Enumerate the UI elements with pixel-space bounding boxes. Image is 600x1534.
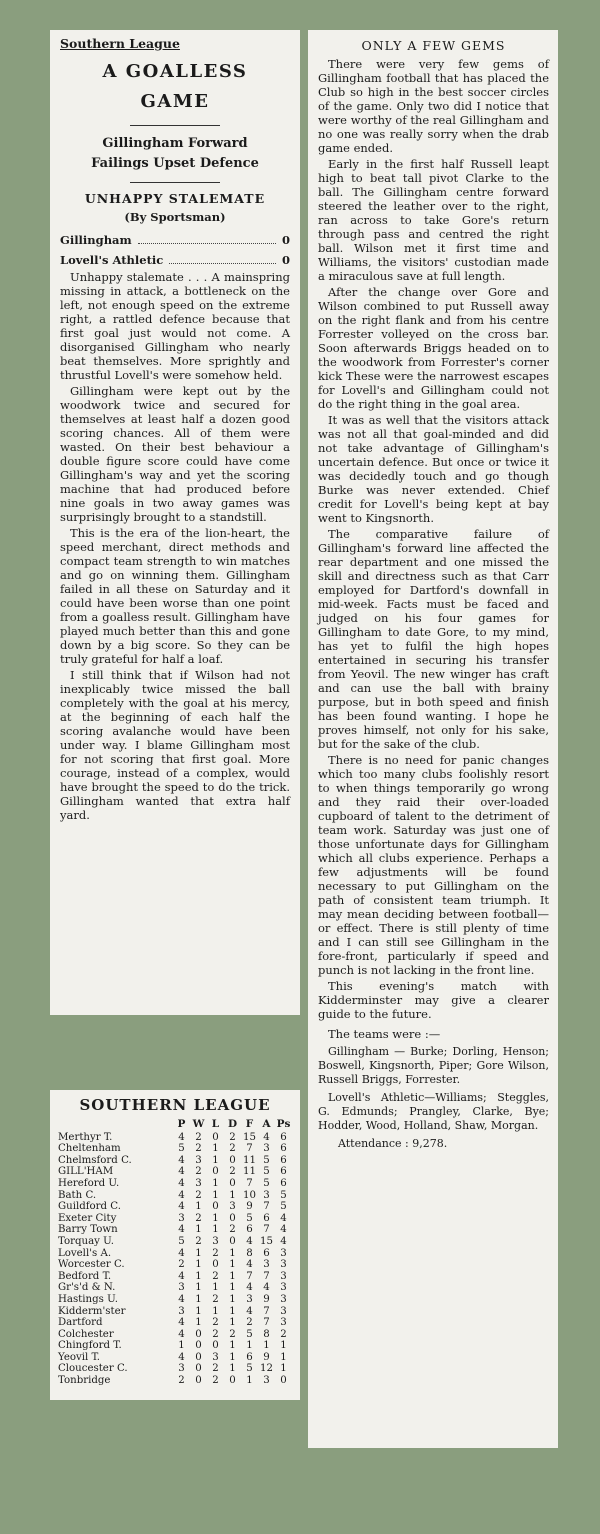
byline: (By Sportsman)	[124, 210, 226, 224]
stat-cell: 0	[229, 1212, 236, 1224]
stat-cell: 0	[212, 1259, 219, 1271]
stat-cell: 2	[212, 1363, 219, 1375]
stat-cell: 4	[178, 1201, 185, 1213]
stat-cell: 1	[280, 1351, 287, 1363]
stat-cell: 3	[229, 1201, 236, 1213]
stat-cell: 4	[246, 1259, 253, 1271]
stat-cell: 3	[280, 1247, 287, 1259]
table-row	[58, 1340, 292, 1352]
paragraph: I still think that if Wilson had not inexplicably twice missed the ball completely with the goal at his mercy, at the beginning of each half the scoring avalanche would have been under way. I blame Gillingham most for not scoring that first goal. More courage, instead of a complex, would have brought the speed to do the trick. Gillingham wanted that extra half yard.	[60, 668, 290, 822]
stat-cell: 1	[229, 1305, 236, 1317]
paragraph: After the change over Gore and Wilson combined to put Russell away on the right flank and from his centre Forrester volleyed on the cross bar. Soon afterwards Briggs headed on to the woodwork from Forrester's corner kick These were the narrowest escapes for Lovell's and Gillingham could not do the right thing in the goal area.	[318, 285, 549, 411]
team-name-cell: Guildford C.	[58, 1201, 121, 1213]
score-line-away	[60, 250, 290, 270]
team-name-cell: Cloucester C.	[58, 1363, 128, 1375]
stat-cell: 4	[178, 1293, 185, 1305]
stat-cell: 1	[229, 1340, 236, 1352]
stat-cell: 3	[212, 1235, 219, 1247]
team-name-cell: Bedford T.	[58, 1270, 112, 1282]
stat-cell: 0	[212, 1131, 219, 1143]
stat-cell: 1	[178, 1340, 185, 1352]
team-name-cell: GILL'HAM	[58, 1166, 114, 1178]
stat-cell: 1	[195, 1282, 202, 1294]
table-row	[58, 1213, 292, 1225]
paragraph: This is the era of the lion-heart, the speed merchant, direct methods and compact team strength to win matches and go on winning them. Gillingham failed in all these on Saturday and it could have been worse than one point from a goalless result. Gillingham have played much better than this and gone down by a big score. So they can be truly grateful for half a loaf.	[60, 526, 290, 666]
stat-cell: 2	[246, 1317, 253, 1329]
paragraph: The comparative failure of Gillingham's forward line affected the rear department and one missed the skill and directness such as that Carr employed for Dartford's downfall in mid-week. Facts must be faced and judged on his four games for Gillingham to date Gore, to my mind, has yet to fulfil the high hopes entertained in securing his transfer from Yeovil. The new winger has craft and can use the ball with brainy purpose, but in both speed and finish has been found wanting. I hope he proves himself, not only for his sake, but for the sake of the club.	[318, 527, 549, 751]
stat-cell: 9	[246, 1201, 253, 1213]
stat-cell: 4	[178, 1224, 185, 1236]
score-line-home	[60, 230, 290, 250]
stat-cell: 1	[195, 1317, 202, 1329]
stat-cell: 3	[195, 1154, 202, 1166]
stat-cell: 0	[195, 1328, 202, 1340]
table-row	[58, 1224, 292, 1236]
header-cell: D	[227, 1118, 238, 1130]
stat-cell: 2	[195, 1166, 202, 1178]
team-name-cell: Kidderm'ster	[58, 1305, 126, 1317]
stat-cell: 0	[280, 1375, 287, 1387]
stat-cell: 1	[229, 1317, 236, 1329]
stat-cell: 4	[280, 1235, 287, 1247]
table-row	[58, 1329, 292, 1341]
table-row	[58, 1248, 292, 1260]
table-row	[58, 1317, 292, 1329]
team-name-cell: Chelmsford C.	[58, 1154, 132, 1166]
stat-cell: 2	[195, 1131, 202, 1143]
stat-cell: 6	[246, 1224, 253, 1236]
team-name-cell: Bath C.	[58, 1189, 97, 1201]
table-row	[58, 1178, 292, 1190]
stat-cell: 5	[263, 1154, 270, 1166]
stat-cell: 2	[229, 1166, 236, 1178]
stat-cell: 0	[195, 1375, 202, 1387]
stat-cell: 3	[280, 1282, 287, 1294]
table-row	[58, 1294, 292, 1306]
article-left-column	[50, 30, 300, 1015]
stat-cell: 0	[212, 1201, 219, 1213]
stat-cell: 1	[280, 1340, 287, 1352]
stat-cell: 0	[195, 1340, 202, 1352]
stat-cell: 1	[195, 1293, 202, 1305]
stat-cell: 5	[246, 1212, 253, 1224]
stat-cell: 1	[195, 1201, 202, 1213]
stat-cell: 0	[212, 1166, 219, 1178]
stat-cell: 3	[246, 1293, 253, 1305]
stat-cell: 7	[263, 1201, 270, 1213]
team-name-cell: Chingford T.	[58, 1340, 122, 1352]
stat-cell: 6	[280, 1166, 287, 1178]
league-table-header	[58, 1118, 292, 1132]
team-name-cell: Hastings U.	[58, 1293, 118, 1305]
stat-cell: 8	[263, 1328, 270, 1340]
stat-cell: 1	[212, 1224, 219, 1236]
stat-cell: 3	[178, 1305, 185, 1317]
team-name-cell: Exeter City	[58, 1212, 117, 1224]
deck-line-2: Failings Upset Defence	[91, 156, 259, 171]
table-row	[58, 1236, 292, 1248]
stat-cell: 4	[246, 1305, 253, 1317]
attendance: Attendance : 9,278.	[338, 1137, 448, 1150]
team-name-cell: Barry Town	[58, 1224, 118, 1236]
away-team: Lovell's Athletic	[60, 253, 164, 267]
table-row	[58, 1375, 292, 1387]
stat-cell: 1	[263, 1340, 270, 1352]
headline-line-2: GAME	[140, 91, 210, 112]
team-name-cell: Merthyr T.	[58, 1131, 113, 1143]
stat-cell: 5	[246, 1363, 253, 1375]
stat-cell: 4	[178, 1154, 185, 1166]
stat-cell: 3	[178, 1282, 185, 1294]
stat-cell: 1	[229, 1259, 236, 1271]
stat-cell: 2	[212, 1247, 219, 1259]
stat-cell: 4	[280, 1212, 287, 1224]
stat-cell: 2	[178, 1375, 185, 1387]
header-cell: W	[192, 1118, 205, 1130]
article-right-column	[308, 30, 558, 1448]
stat-cell: 3	[263, 1143, 270, 1155]
stat-cell: 2	[212, 1270, 219, 1282]
stat-cell: 1	[195, 1259, 202, 1271]
deck-line-1: Gillingham Forward	[102, 136, 248, 151]
header-cell: P	[177, 1118, 186, 1130]
stat-cell: 2	[195, 1143, 202, 1155]
paragraph: There is no need for panic changes which too many clubs foolishly resort to when things temporarily go wrong and they raid their over-loaded cupboard of talent to the detriment of team work. Saturday was just one of those unfortunate days for Gillingham which all clubs experience. Perhaps a few adjustments will be found necessary to put Gillingham on the path of consistent team triumph. It may mean deciding between football—or effect. There is still plenty of time and I can still see Gillingham in the fore-front, particularly if speed and punch is not lacking in the front line.	[318, 753, 549, 977]
stat-cell: 1	[212, 1212, 219, 1224]
stat-cell: 3	[280, 1259, 287, 1271]
divider	[130, 182, 220, 183]
paragraph: There were very few gems of Gillingham football that has placed the Club so high in the best soccer circles of the game. Only two did I notice that were worthy of the real Gillingham and no one was really sorry when the drab game ended.	[318, 57, 549, 155]
stat-cell: 6	[263, 1247, 270, 1259]
stat-cell: 7	[246, 1143, 253, 1155]
away-goals: 0	[281, 253, 290, 267]
stat-cell: 1	[229, 1363, 236, 1375]
paragraph: Gillingham were kept out by the woodwork twice and secured for themselves at least half a dozen good scoring chances. All of them were wasted. On their best behaviour a double figure score could have come Gillingham's way and yet the scoring machine that had produced before nine goals in two away games was surprisingly brought to a standstill.	[60, 384, 290, 524]
stat-cell: 1	[229, 1189, 236, 1201]
team-name-cell: Cheltenham	[58, 1143, 121, 1155]
stat-cell: 4	[178, 1351, 185, 1363]
leader-dots	[138, 230, 276, 244]
team-name-cell: Gr's'd & N.	[58, 1282, 116, 1294]
stat-cell: 1	[229, 1351, 236, 1363]
team-name-cell: Colchester	[58, 1328, 114, 1340]
stat-cell: 1	[195, 1305, 202, 1317]
stat-cell: 11	[243, 1154, 256, 1166]
stat-cell: 1	[212, 1189, 219, 1201]
stat-cell: 3	[280, 1270, 287, 1282]
league-table	[58, 1118, 292, 1387]
stat-cell: 9	[263, 1293, 270, 1305]
stat-cell: 3	[178, 1363, 185, 1375]
stat-cell: 6	[280, 1143, 287, 1155]
stat-cell: 4	[178, 1166, 185, 1178]
stat-cell: 5	[263, 1177, 270, 1189]
divider	[130, 125, 220, 126]
stat-cell: 2	[229, 1131, 236, 1143]
team-name-cell: Worcester C.	[58, 1259, 125, 1271]
stat-cell: 2	[178, 1259, 185, 1271]
stat-cell: 3	[263, 1259, 270, 1271]
stat-cell: 1	[280, 1363, 287, 1375]
stat-cell: 9	[263, 1351, 270, 1363]
stat-cell: 8	[246, 1247, 253, 1259]
stat-cell: 1	[229, 1247, 236, 1259]
table-row	[58, 1363, 292, 1375]
headline-line-1: A GOALLESS	[102, 61, 248, 82]
stat-cell: 15	[243, 1131, 256, 1143]
stat-cell: 3	[280, 1293, 287, 1305]
stat-cell: 7	[263, 1305, 270, 1317]
kicker: Southern League	[60, 36, 180, 51]
stat-cell: 1	[212, 1154, 219, 1166]
stat-cell: 1	[195, 1224, 202, 1236]
header-cell: L	[211, 1118, 220, 1130]
stat-cell: 2	[195, 1235, 202, 1247]
section-heading: ONLY A FEW GEMS	[361, 38, 506, 53]
stat-cell: 4	[178, 1247, 185, 1259]
stat-cell: 5	[246, 1328, 253, 1340]
table-row	[58, 1166, 292, 1178]
stat-cell: 2	[280, 1328, 287, 1340]
leader-dots	[169, 250, 276, 264]
league-table-clipping	[50, 1090, 300, 1400]
stat-cell: 1	[212, 1177, 219, 1189]
team-name-cell: Torquay U.	[58, 1235, 115, 1247]
team-name-cell: Tonbridge	[58, 1375, 111, 1387]
stat-cell: 15	[260, 1235, 273, 1247]
stat-cell: 3	[195, 1177, 202, 1189]
stat-cell: 3	[178, 1212, 185, 1224]
stat-cell: 0	[229, 1177, 236, 1189]
stat-cell: 2	[212, 1375, 219, 1387]
stat-cell: 7	[246, 1177, 253, 1189]
stat-cell: 1	[229, 1293, 236, 1305]
stat-cell: 0	[229, 1154, 236, 1166]
stat-cell: 7	[263, 1224, 270, 1236]
stat-cell: 4	[178, 1189, 185, 1201]
table-row	[58, 1306, 292, 1318]
table-row	[58, 1352, 292, 1364]
stat-cell: 4	[246, 1235, 253, 1247]
stat-cell: 5	[178, 1143, 185, 1155]
subheading: UNHAPPY STALEMATE	[84, 191, 266, 206]
stat-cell: 1	[212, 1143, 219, 1155]
table-row	[58, 1132, 292, 1144]
stat-cell: 1	[229, 1270, 236, 1282]
stat-cell: 7	[263, 1270, 270, 1282]
stat-cell: 4	[246, 1282, 253, 1294]
stat-cell: 4	[178, 1270, 185, 1282]
stat-cell: 4	[178, 1131, 185, 1143]
league-table-title: SOUTHERN LEAGUE	[79, 1096, 271, 1114]
stat-cell: 10	[243, 1189, 256, 1201]
paragraph: This evening's match with Kidderminster may give a clearer guide to the future.	[318, 979, 549, 1021]
table-row	[58, 1143, 292, 1155]
table-row	[58, 1282, 292, 1294]
stat-cell: 1	[195, 1270, 202, 1282]
stat-cell: 3	[212, 1351, 219, 1363]
team-name-cell: Hereford U.	[58, 1177, 120, 1189]
stat-cell: 6	[246, 1351, 253, 1363]
team-name-cell: Dartford	[58, 1317, 103, 1329]
header-team	[58, 1118, 173, 1132]
table-row	[58, 1155, 292, 1167]
stat-cell: 2	[229, 1224, 236, 1236]
stat-cell: 4	[263, 1282, 270, 1294]
stat-cell: 1	[246, 1375, 253, 1387]
stat-cell: 5	[263, 1166, 270, 1178]
header-cell: F	[245, 1118, 254, 1130]
team-name-cell: Yeovil T.	[58, 1351, 101, 1363]
paragraph: Unhappy stalemate . . . A mainspring missing in attack, a bottleneck on the left, not enough speed on the extreme right, a rattled defence because that first goal just would not come. A disorganised Gillingham who nearly beat themselves. More sprightly and thrustful Lovell's were somehow held.	[60, 270, 290, 382]
stat-cell: 4	[178, 1177, 185, 1189]
table-row	[58, 1201, 292, 1213]
team-lineup-gillingham: Gillingham — Burke; Dorling, Henson; Boswell, Kingsnorth, Piper; Gore Wilson, Russell Briggs, Forrester.	[318, 1045, 549, 1086]
stat-cell: 2	[212, 1293, 219, 1305]
stat-cell: 4	[263, 1131, 270, 1143]
stat-cell: 11	[243, 1166, 256, 1178]
paragraph: Early in the first half Russell leapt high to beat tall pivot Clarke to the ball. The Gillingham centre forward steered the leather over to the right, ran across to take Gore's return through pass and centred the right ball. Wilson met it first time and Williams, the visitors' custodian made a miraculous save at full length.	[318, 157, 549, 283]
paragraph: It was as well that the visitors attack was not all that goal-minded and did not take advantage of Gillingham's uncertain defence. But once or twice it was decidedly touch and go though Burke was never extended. Chief credit for Lovell's being kept at bay went to Kingsnorth.	[318, 413, 549, 525]
stat-cell: 3	[280, 1317, 287, 1329]
stat-cell: 6	[280, 1131, 287, 1143]
stat-cell: 0	[229, 1235, 236, 1247]
stat-cell: 4	[178, 1328, 185, 1340]
stat-cell: 3	[263, 1375, 270, 1387]
stat-cell: 6	[280, 1177, 287, 1189]
teams-heading: The teams were :—	[328, 1027, 441, 1041]
table-row	[58, 1259, 292, 1271]
stat-cell: 2	[195, 1189, 202, 1201]
table-row	[58, 1190, 292, 1202]
stat-cell: 1	[246, 1340, 253, 1352]
stat-cell: 7	[263, 1317, 270, 1329]
stat-cell: 0	[195, 1351, 202, 1363]
stat-cell: 0	[212, 1340, 219, 1352]
stat-cell: 0	[229, 1375, 236, 1387]
home-goals: 0	[281, 233, 290, 247]
stat-cell: 5	[178, 1235, 185, 1247]
stat-cell: 2	[229, 1328, 236, 1340]
stat-cell: 5	[280, 1189, 287, 1201]
header-cell: Ps	[276, 1118, 291, 1130]
stat-cell: 3	[280, 1305, 287, 1317]
stat-cell: 2	[212, 1317, 219, 1329]
home-team: Gillingham	[60, 233, 132, 247]
stat-cell: 6	[263, 1212, 270, 1224]
stat-cell: 2	[195, 1212, 202, 1224]
stat-cell: 2	[212, 1328, 219, 1340]
stat-cell: 3	[263, 1189, 270, 1201]
stat-cell: 4	[178, 1317, 185, 1329]
stat-cell: 12	[260, 1363, 273, 1375]
team-name-cell: Lovell's A.	[58, 1247, 112, 1259]
team-lineup-lovells: Lovell's Athletic—Williams; Steggles, G. Edmunds; Prangley, Clarke, Bye; Hodder, Wood, Holland, Shaw, Morgan.	[318, 1091, 549, 1132]
stat-cell: 1	[195, 1247, 202, 1259]
stat-cell: 1	[229, 1282, 236, 1294]
table-row	[58, 1271, 292, 1283]
stat-cell: 6	[280, 1154, 287, 1166]
stat-cell: 5	[280, 1201, 287, 1213]
stat-cell: 1	[212, 1282, 219, 1294]
stat-cell: 4	[280, 1224, 287, 1236]
stat-cell: 7	[246, 1270, 253, 1282]
stat-cell: 0	[195, 1363, 202, 1375]
header-cell: A	[262, 1118, 271, 1130]
stat-cell: 2	[229, 1143, 236, 1155]
stat-cell: 1	[212, 1305, 219, 1317]
